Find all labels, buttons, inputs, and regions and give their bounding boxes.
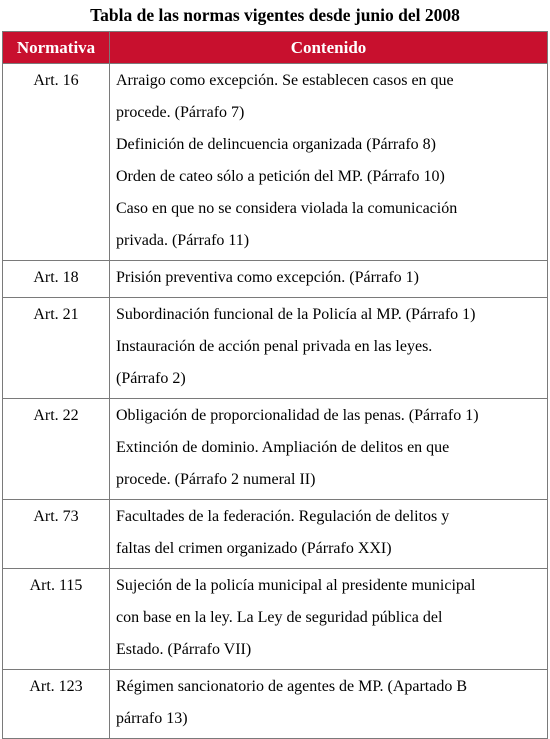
article-cell: Art. 21 <box>3 298 110 399</box>
table-header-row <box>3 32 548 64</box>
header-contenido: Contenido <box>110 32 548 64</box>
content-line: Prisión preventiva como excepción. (Párrafo 1) <box>116 269 420 286</box>
content-line: Extinción de dominio. Ampliación de delitos en que <box>116 439 450 456</box>
content-line: párrafo 13) <box>116 710 188 727</box>
content-line: Régimen sancionatorio de agentes de MP. (Apartado B <box>116 678 468 695</box>
content-cell <box>110 670 548 739</box>
content-cell <box>110 500 548 569</box>
article-cell: Art. 22 <box>3 399 110 500</box>
content-cell <box>110 64 548 261</box>
article-cell: Art. 16 <box>3 64 110 261</box>
table-row <box>3 500 548 569</box>
content-line: con base en la ley. La Ley de seguridad pública del <box>116 609 443 626</box>
content-cell <box>110 261 548 298</box>
article-cell: Art. 73 <box>3 500 110 569</box>
article-cell: Art. 123 <box>3 670 110 739</box>
table-row <box>3 298 548 399</box>
content-line: privada. (Párrafo 11) <box>116 232 250 249</box>
table-body <box>3 64 548 739</box>
content-cell <box>110 569 548 670</box>
article-cell: Art. 115 <box>3 569 110 670</box>
content-line: procede. (Párrafo 2 numeral II) <box>116 471 316 488</box>
content-line: faltas del crimen organizado (Párrafo XXI) <box>116 540 392 557</box>
table-row <box>3 261 548 298</box>
content-line: Sujeción de la policía municipal al presidente municipal <box>116 577 476 594</box>
content-line: Caso en que no se considera violada la comunicación <box>116 200 458 217</box>
content-line: Obligación de proporcionalidad de las penas. (Párrafo 1) <box>116 407 479 424</box>
content-line: Subordinación funcional de la Policía al MP. (Párrafo 1) <box>116 306 476 323</box>
norms-table <box>2 31 548 739</box>
article-cell: Art. 18 <box>3 261 110 298</box>
table-row <box>3 670 548 739</box>
content-line: Facultades de la federación. Regulación de delitos y <box>116 508 450 525</box>
content-line: (Párrafo 2) <box>116 370 186 387</box>
content-line: Definición de delincuencia organizada (Párrafo 8) <box>116 136 436 153</box>
content-line: Estado. (Párrafo VII) <box>116 641 252 658</box>
table-row <box>3 399 548 500</box>
content-cell <box>110 298 548 399</box>
content-cell <box>110 399 548 500</box>
table-row <box>3 64 548 261</box>
table-row <box>3 569 548 670</box>
content-line: procede. (Párrafo 7) <box>116 104 245 121</box>
header-normativa: Normativa <box>3 32 110 64</box>
table-title: Tabla de las normas vigentes desde junio del 2008 <box>90 5 460 25</box>
content-line: Orden de cateo sólo a petición del MP. (Párrafo 10) <box>116 168 445 185</box>
content-line: Arraigo como excepción. Se establecen casos en que <box>116 72 454 89</box>
content-line: Instauración de acción penal privada en las leyes. <box>116 338 433 355</box>
